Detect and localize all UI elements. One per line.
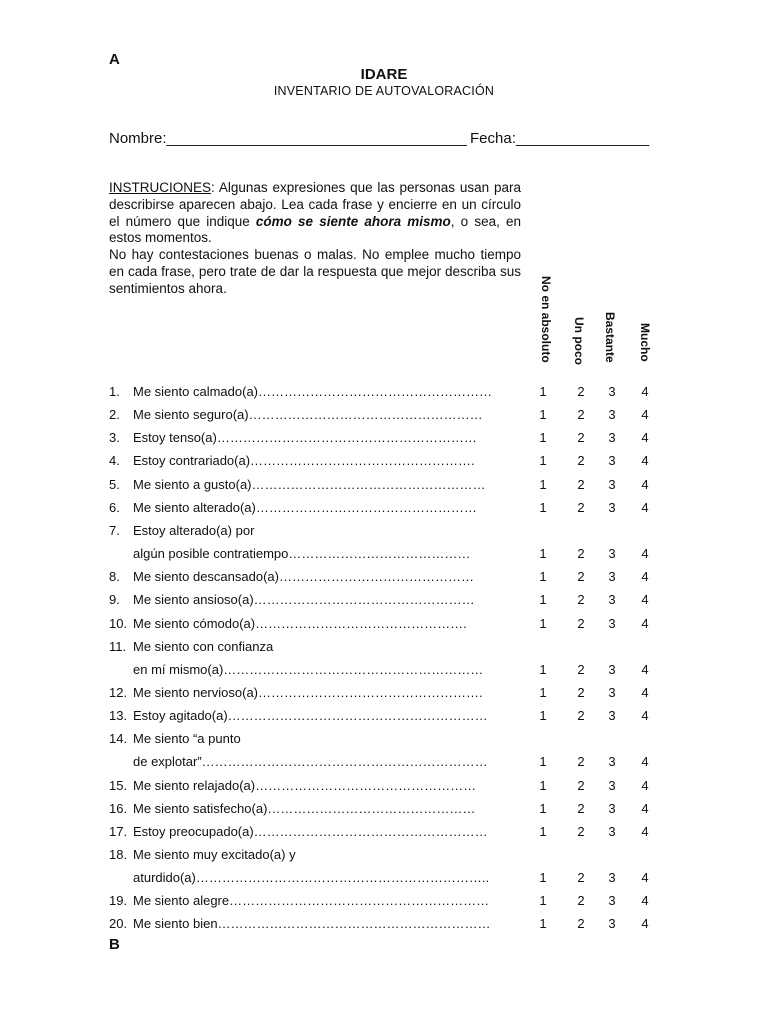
answer-option[interactable]: 3 [608, 615, 616, 631]
item-text [109, 523, 254, 538]
answer-option[interactable]: 3 [608, 708, 616, 724]
item-text [109, 847, 296, 862]
answer-option[interactable]: 3 [608, 430, 616, 446]
answer-option[interactable]: 1 [539, 476, 547, 492]
answer-option[interactable]: 1 [539, 870, 547, 886]
item-number: 12. [109, 684, 128, 700]
answer-option[interactable]: 3 [608, 893, 616, 909]
answer-option[interactable]: 1 [539, 684, 547, 700]
instructions-text-2: , o sea, en estos momentos. [109, 213, 521, 246]
item-text [109, 778, 476, 793]
item-label: Estoy alterado(a) por [133, 522, 255, 538]
item-text [109, 893, 489, 908]
answer-option[interactable]: 3 [608, 661, 616, 677]
answer-option[interactable]: 1 [539, 384, 547, 399]
answer-option[interactable]: 3 [608, 800, 616, 816]
item-text [109, 916, 491, 931]
item-number: 16. [109, 800, 128, 816]
item-label: Estoy preocupado(a)……………………………………………… [133, 823, 488, 839]
item-label: Me siento seguro(a)……………………………………………… [133, 407, 483, 423]
answer-option[interactable]: 3 [608, 916, 616, 932]
item-label: Me siento a gusto(a)……………………………………………… [133, 476, 486, 492]
item-number: 2. [109, 407, 120, 423]
answer-option[interactable]: 1 [539, 569, 547, 585]
answer-option[interactable]: 4 [641, 823, 649, 839]
answer-option[interactable]: 3 [608, 823, 616, 839]
item-text [109, 801, 475, 816]
section-a-label: A [109, 51, 120, 68]
answer-option[interactable]: 1 [539, 615, 547, 631]
answer-option[interactable]: 1 [539, 592, 547, 608]
item-text [109, 824, 488, 839]
item-number: 9. [109, 592, 120, 608]
answer-option[interactable]: 2 [577, 754, 585, 770]
item-label: de explotar”………………………………………………………… [133, 754, 488, 770]
item-label: Estoy tenso(a)…………………………………………………… [133, 430, 477, 446]
document-subtitle: INVENTARIO DE AUTOVALORACIÓN [273, 84, 495, 98]
instructions-emphasis: cómo se siente ahora mismo [255, 213, 451, 229]
answer-option[interactable]: 1 [539, 916, 547, 932]
item-number: 19. [109, 893, 128, 909]
answer-option[interactable]: 3 [608, 384, 616, 399]
answer-option[interactable]: 2 [577, 384, 585, 399]
item-number: 1. [109, 384, 120, 399]
answer-option[interactable]: 2 [577, 661, 585, 677]
item-number: 17. [109, 823, 128, 839]
answer-option[interactable]: 2 [577, 870, 585, 886]
item-text [109, 546, 470, 561]
answer-option[interactable]: 1 [539, 777, 547, 793]
item-number: 7. [109, 522, 120, 538]
answer-option[interactable]: 3 [608, 569, 616, 585]
answer-option[interactable]: 2 [577, 476, 585, 492]
item-text [109, 430, 477, 445]
instructions-label: INSTRUCIONES [109, 180, 212, 195]
item-text [109, 754, 488, 769]
section-b-label: B [109, 936, 120, 953]
answer-option[interactable]: 2 [577, 453, 585, 469]
item-number: 6. [109, 499, 120, 515]
answer-option[interactable]: 2 [577, 823, 585, 839]
item-text [109, 639, 273, 654]
item-label: en mí mismo(a)…………………………………………………… [133, 661, 484, 677]
answer-option[interactable]: 2 [577, 708, 585, 724]
answer-option[interactable]: 1 [539, 499, 547, 515]
item-text [109, 708, 488, 723]
answer-option[interactable]: 1 [539, 546, 547, 562]
item-label: Me siento “a punto [133, 731, 241, 747]
item-number: 3. [109, 430, 120, 446]
answer-option[interactable]: 1 [539, 708, 547, 724]
answer-option[interactable]: 3 [608, 870, 616, 886]
answer-option[interactable]: 3 [608, 499, 616, 515]
answer-option[interactable]: 4 [641, 893, 649, 909]
item-label: Me siento relajado(a)…………………………………………… [133, 777, 477, 793]
column-header: No en absoluto [539, 276, 553, 363]
item-number: 13. [109, 708, 128, 724]
answer-option[interactable]: 3 [608, 592, 616, 608]
item-label: Me siento bien……………………………………………………… [133, 916, 491, 932]
answer-option[interactable]: 3 [608, 407, 616, 423]
answer-option[interactable]: 2 [577, 499, 585, 515]
item-text [109, 500, 477, 515]
answer-option[interactable]: 2 [577, 615, 585, 631]
answer-option[interactable]: 1 [539, 661, 547, 677]
item-number: 10. [109, 615, 128, 631]
answer-option[interactable]: 1 [539, 823, 547, 839]
answer-option[interactable]: 1 [539, 453, 547, 469]
date-field: Fecha:________________ [470, 130, 650, 147]
item-text [109, 569, 474, 584]
item-text [109, 662, 483, 677]
answer-option[interactable]: 3 [608, 684, 616, 700]
answer-option[interactable]: 1 [539, 800, 547, 816]
answer-option[interactable]: 3 [608, 777, 616, 793]
answer-option[interactable]: 4 [641, 407, 649, 423]
answer-option[interactable]: 4 [641, 684, 649, 700]
answer-option[interactable]: 4 [641, 800, 649, 816]
name-field: Nombre:____________________________________ [109, 130, 467, 147]
answer-option[interactable]: 4 [641, 777, 649, 793]
item-text [109, 407, 483, 422]
answer-option[interactable]: 3 [608, 546, 616, 562]
answer-option[interactable]: 4 [641, 708, 649, 724]
answer-option[interactable]: 2 [577, 684, 585, 700]
item-label: Me siento con confianza [133, 638, 274, 654]
answer-option[interactable]: 4 [641, 430, 649, 446]
answer-option[interactable]: 1 [539, 430, 547, 446]
item-text [109, 731, 241, 746]
answer-option[interactable]: 4 [641, 384, 649, 399]
answer-option[interactable]: 4 [641, 592, 649, 608]
item-label: aturdido(a)………………………………………………………….. [133, 870, 490, 886]
item-number: 4. [109, 453, 120, 469]
answer-option[interactable]: 1 [539, 407, 547, 423]
instructions-text-3: No hay contestaciones buenas o malas. No emplee mucho tiempo en cada frase, pero trate de dar la respuesta que mejor describa sus sentimientos ahora. [109, 247, 521, 296]
answer-option[interactable]: 4 [641, 661, 649, 677]
answer-option[interactable]: 1 [539, 893, 547, 909]
item-label: Me siento alterado(a)…………………………………………… [133, 499, 477, 515]
answer-option[interactable]: 3 [608, 476, 616, 492]
answer-option[interactable]: 2 [577, 777, 585, 793]
column-header: Mucho [638, 323, 652, 362]
answer-option[interactable]: 4 [641, 916, 649, 932]
item-label: Estoy contrariado(a)……………………………………………. [133, 453, 475, 469]
item-label: Me siento nervioso(a)……………………………………………. [133, 684, 483, 700]
item-text [109, 685, 483, 700]
answer-option[interactable]: 4 [641, 569, 649, 585]
item-number: 20. [109, 916, 128, 932]
column-header: Un poco [572, 317, 586, 365]
document-title: IDARE [360, 66, 408, 83]
item-label: Me siento cómodo(a)…………………………………………. [133, 615, 467, 631]
item-number: 18. [109, 847, 128, 862]
answer-option[interactable]: 4 [641, 499, 649, 515]
item-label: Me siento calmado(a)……………………………………………… [133, 384, 492, 399]
item-text [109, 616, 467, 631]
item-text [109, 477, 486, 492]
answer-option[interactable]: 4 [641, 546, 649, 562]
item-label: Me siento ansioso(a)…………………………………………… [133, 592, 475, 608]
item-text [109, 592, 475, 607]
item-number: 5. [109, 476, 120, 492]
item-label: Me siento descansado(a)……………………………………… [133, 569, 474, 585]
item-label: algún posible contratiempo…………………………………… [133, 546, 471, 562]
item-label: Me siento alegre…………………………………………………… [133, 893, 490, 909]
item-label: Me siento muy excitado(a) y [133, 847, 296, 862]
answer-option[interactable]: 4 [641, 615, 649, 631]
answer-option[interactable]: 2 [577, 800, 585, 816]
answer-option[interactable]: 4 [641, 754, 649, 770]
answer-option[interactable]: 2 [577, 916, 585, 932]
item-number: 15. [109, 777, 128, 793]
answer-option[interactable]: 2 [577, 893, 585, 909]
instructions-block [109, 180, 521, 298]
answer-option[interactable]: 4 [641, 870, 649, 886]
item-number: 11. [109, 638, 127, 654]
item-number: 8. [109, 569, 120, 585]
answer-option[interactable]: 1 [539, 754, 547, 770]
instructions-text-1: : Algunas expresiones que las personas usan para describirse aparecen abajo. Lea cada frase y encierre en un círculo el número que indique [109, 180, 521, 229]
answer-option[interactable]: 4 [641, 453, 649, 469]
answer-option[interactable]: 2 [577, 569, 585, 585]
item-label: Me siento satisfecho(a)………………………………………… [133, 800, 476, 816]
answer-option[interactable]: 3 [608, 754, 616, 770]
answer-option[interactable]: 3 [608, 453, 616, 469]
item-text [109, 384, 492, 399]
item-text [109, 453, 475, 468]
answer-option[interactable]: 2 [577, 430, 585, 446]
answer-option[interactable]: 2 [577, 592, 585, 608]
answer-option[interactable]: 2 [577, 407, 585, 423]
column-header: Bastante [603, 312, 617, 363]
item-text [109, 870, 489, 885]
answer-option[interactable]: 4 [641, 476, 649, 492]
item-label: Estoy agitado(a)…………………………………………………… [133, 708, 488, 724]
answer-option[interactable]: 2 [577, 546, 585, 562]
item-number: 14. [109, 731, 128, 747]
